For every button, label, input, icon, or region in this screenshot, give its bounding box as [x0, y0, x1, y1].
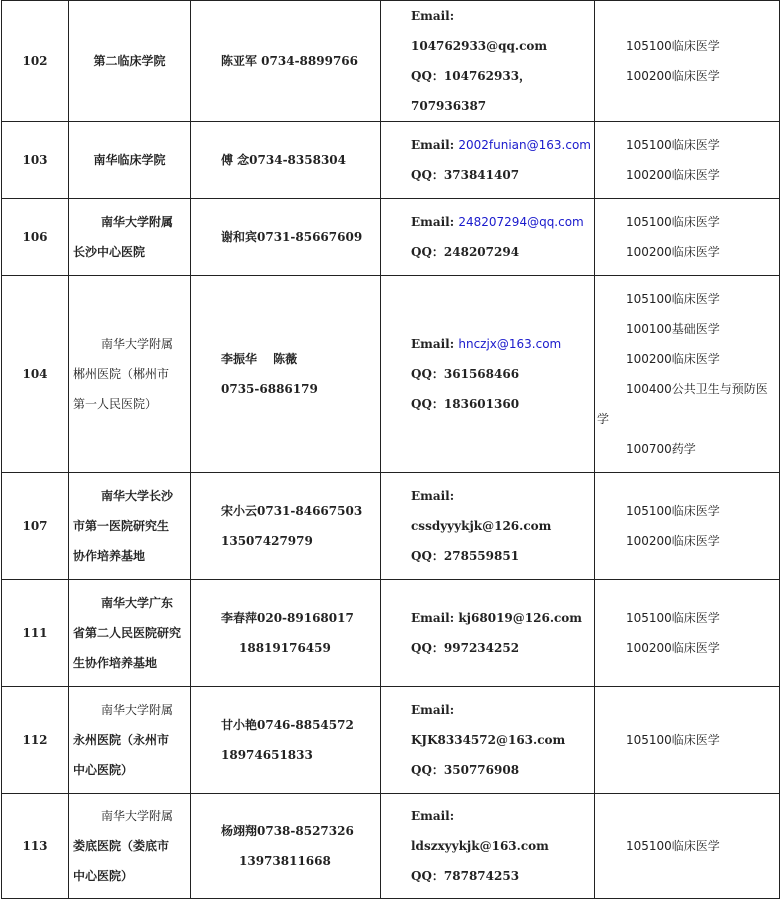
major-item: 100200临床医学	[626, 641, 720, 655]
institution-code: 107	[2, 473, 69, 580]
institution-name: 南华大学广东 省第二人民医院研究 生协作培养基地	[69, 580, 191, 687]
contact-person: 甘小艳0746-8854572 18974651833	[191, 687, 381, 794]
institution-name: 南华大学附属 娄底医院（娄底市 中心医院）	[69, 794, 191, 899]
qq-number: QQ：997234252	[411, 641, 520, 655]
qq-number: QQ：248207294	[411, 245, 520, 259]
table-row	[2, 1, 780, 122]
institution-code: 103	[2, 122, 69, 199]
contact-person: 谢和宾0731-85667609	[191, 199, 381, 276]
major-item-wrap: 学	[597, 412, 610, 426]
qq-number-2: QQ：183601360	[411, 397, 520, 411]
email-qq-cell: Email: 104762933@qq.com QQ：104762933，707936387	[381, 1, 595, 122]
email-address: ldszxyykjk@163.com	[411, 839, 549, 853]
institution-name: 南华大学附属 郴州医院（郴州市 第一人民医院）	[69, 276, 191, 473]
table-row	[2, 276, 780, 473]
email-address: cssdyyykjk@126.com	[411, 519, 552, 533]
institution-code: 113	[2, 794, 69, 899]
table-row	[2, 122, 780, 199]
major-item: 100100基础医学	[626, 322, 720, 336]
qq-number: QQ：350776908	[411, 763, 520, 777]
major-item: 105100临床医学	[626, 611, 720, 625]
email-qq-cell: Email: 2002funian@163.com QQ：373841407	[381, 122, 595, 199]
qq-number: QQ：278559851	[411, 549, 520, 563]
major-list	[595, 687, 780, 794]
contact-person: 傅 念0734-8358304	[191, 122, 381, 199]
table-row	[2, 580, 780, 687]
contact-person: 李春萍020-89168017 18819176459	[191, 580, 381, 687]
institution-name: 南华临床学院	[69, 122, 191, 199]
major-list	[595, 1, 780, 122]
major-list	[595, 122, 780, 199]
major-item: 105100临床医学	[626, 733, 720, 747]
table-row	[2, 687, 780, 794]
institution-name: 第二临床学院	[69, 1, 191, 122]
email-qq-cell: Email: 248207294@qq.com QQ：248207294	[381, 199, 595, 276]
contact-person: 陈亚军 0734-8899766	[191, 1, 381, 122]
major-item: 100200临床医学	[626, 69, 720, 83]
major-item: 105100临床医学	[626, 215, 720, 229]
contact-person: 杨翊翔0738-8527326 13973811668	[191, 794, 381, 899]
major-list	[595, 473, 780, 580]
major-item: 105100临床医学	[626, 39, 720, 53]
major-item: 100700药学	[626, 442, 696, 456]
institution-code: 111	[2, 580, 69, 687]
email-address: 104762933@qq.com	[411, 39, 548, 53]
email-qq-cell: Email: kj68019@126.com QQ：997234252	[381, 580, 595, 687]
institution-code: 102	[2, 1, 69, 122]
email-link[interactable]: hnczjx@163.com	[458, 337, 562, 351]
email-qq-cell: Email: KJK8334572@163.com QQ：350776908	[381, 687, 595, 794]
email-link[interactable]: 248207294@qq.com	[458, 215, 584, 229]
qq-number: QQ：361568466	[411, 367, 520, 381]
email-address: KJK8334572@163.com	[411, 733, 566, 747]
table-row	[2, 199, 780, 276]
institution-name: 南华大学附属 长沙中心医院	[69, 199, 191, 276]
major-item: 105100临床医学	[626, 138, 720, 152]
institution-code: 112	[2, 687, 69, 794]
major-item: 100200临床医学	[626, 352, 720, 366]
major-list	[595, 199, 780, 276]
major-item: 100200临床医学	[626, 168, 720, 182]
email-qq-cell: Email: ldszxyykjk@163.com QQ：787874253	[381, 794, 595, 899]
contact-person: 李振华 陈薇 0735-6886179	[191, 276, 381, 473]
institution-code: 106	[2, 199, 69, 276]
major-item: 100200临床医学	[626, 245, 720, 259]
major-item: 100400公共卫生与预防医	[626, 382, 768, 396]
email-qq-cell: Email: cssdyyykjk@126.com QQ：278559851	[381, 473, 595, 580]
major-item: 105100临床医学	[626, 504, 720, 518]
major-list	[595, 794, 780, 899]
email-qq-cell: Email: hnczjx@163.com QQ：361568466 QQ：183601360	[381, 276, 595, 473]
email-link[interactable]: 2002funian@163.com	[458, 138, 591, 152]
contact-table	[1, 0, 780, 899]
table-row	[2, 473, 780, 580]
table-row	[2, 794, 780, 899]
qq-number: QQ：373841407	[411, 168, 520, 182]
major-item: 105100临床医学	[626, 839, 720, 853]
institution-code: 104	[2, 276, 69, 473]
major-item: 105100临床医学	[626, 292, 720, 306]
qq-number: QQ：787874253	[411, 869, 520, 883]
email-address: kj68019@126.com	[458, 611, 582, 625]
qq-number: QQ：104762933，707936387	[411, 69, 532, 113]
institution-name: 南华大学长沙 市第一医院研究生 协作培养基地	[69, 473, 191, 580]
institution-name: 南华大学附属 永州医院（永州市 中心医院）	[69, 687, 191, 794]
major-list	[595, 580, 780, 687]
major-list	[595, 276, 780, 473]
major-item: 100200临床医学	[626, 534, 720, 548]
contact-person: 宋小云0731-84667503 13507427979	[191, 473, 381, 580]
